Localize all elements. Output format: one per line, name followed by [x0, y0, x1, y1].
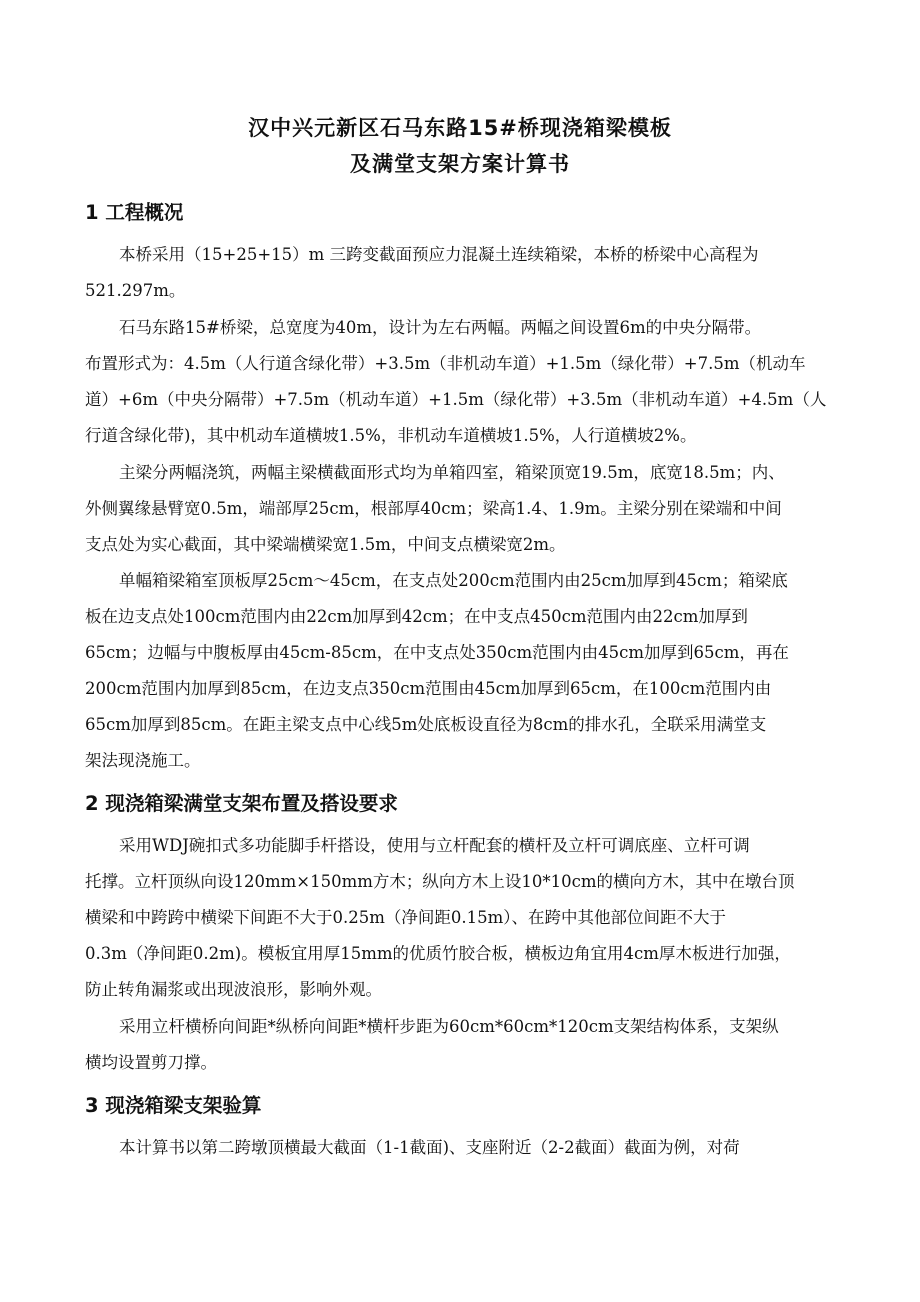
paragraph-line: 0.3m（净间距0.2m)。模板宜用厚15mm的优质竹胶合板，横板边角宜用4cm厚木板进行加强， — [85, 944, 791, 963]
paragraph-line: 横均设置剪刀撑。 — [85, 1053, 217, 1072]
document-title-line-2: 及满堂支架方案计算书 — [350, 152, 570, 176]
section-heading-1: 1 工程概况 — [85, 201, 184, 224]
section-heading-2: 2 现浇箱梁满堂支架布置及搭设要求 — [85, 792, 398, 815]
paragraph-line: 200cm范围内加厚到85cm，在边支点350cm范围由45cm加厚到65cm，在100cm范围内由 — [85, 679, 772, 698]
paragraph-line: 防止转角漏浆或出现波浪形，影响外观。 — [85, 980, 382, 999]
paragraph-line: 支点处为实心截面，其中梁端横梁宽1.5m，中间支点横梁宽2m。 — [85, 535, 566, 554]
paragraph-line: 架法现浇施工。 — [85, 751, 201, 770]
paragraph-line: 道）+6m（中央分隔带）+7.5m（机动车道）+1.5m（绿化带）+3.5m（非机动车道）+4.5m（人 — [85, 390, 827, 409]
paragraph-line: 本桥采用（15+25+15）m 三跨变截面预应力混凝土连续箱梁，本桥的桥梁中心高程为 — [119, 245, 759, 264]
paragraph-line: 外侧翼缘悬臂宽0.5m，端部厚25cm，根部厚40cm；梁高1.4、1.9m。主梁分别在梁端和中间 — [85, 499, 782, 518]
paragraph-line: 布置形式为：4.5m（人行道含绿化带）+3.5m（非机动车道）+1.5m（绿化带）+7.5m（机动车 — [85, 354, 806, 373]
section-heading-3: 3 现浇箱梁支架验算 — [85, 1094, 262, 1117]
document-title-line-1: 汉中兴元新区石马东路15#桥现浇箱梁模板 — [248, 116, 672, 140]
paragraph-line: 石马东路15#桥梁，总宽度为40m，设计为左右两幅。两幅之间设置6m的中央分隔带。 — [119, 318, 762, 337]
paragraph-line: 横梁和中跨跨中横梁下间距不大于0.25m（净间距0.15m）、在跨中其他部位间距不大于 — [85, 908, 727, 927]
paragraph-line: 托撑。立杆顶纵向设120mm×150mm方木；纵向方木上设10*10cm的横向方木，其中在墩台顶 — [85, 872, 795, 891]
paragraph-line: 板在边支点处100cm范围内由22cm加厚到42cm；在中支点450cm范围内由22cm加厚到 — [85, 607, 748, 626]
paragraph-line: 65cm加厚到85cm。在距主梁支点中心线5m处底板设直径为8cm的排水孔，全联采用满堂支 — [85, 715, 767, 734]
paragraph-line: 本计算书以第二跨墩顶横最大截面（1-1截面)、支座附近（2-2截面）截面为例，对荷 — [119, 1138, 740, 1157]
paragraph-line: 65cm；边幅与中腹板厚由45cm-85cm，在中支点处350cm范围内由45cm加厚到65cm，再在 — [85, 643, 789, 662]
paragraph-line: 行道含绿化带)，其中机动车道横坡1.5%，非机动车道横坡1.5%，人行道横坡2%。 — [85, 426, 697, 445]
paragraph-line: 单幅箱梁箱室顶板厚25cm～45cm，在支点处200cm范围内由25cm加厚到45cm；箱梁底 — [119, 571, 788, 590]
paragraph-line: 采用WDJ碗扣式多功能脚手杆搭设，使用与立杆配套的横杆及立杆可调底座、立杆可调 — [119, 836, 750, 855]
paragraph-line: 采用立杆横桥向间距*纵桥向间距*横杆步距为60cm*60cm*120cm支架结构体系，支架纵 — [119, 1017, 779, 1036]
paragraph-line: 主梁分两幅浇筑，两幅主梁横截面形式均为单箱四室，箱梁顶宽19.5m，底宽18.5m；内、 — [119, 463, 785, 482]
paragraph-line: 521.297m。 — [85, 281, 186, 300]
